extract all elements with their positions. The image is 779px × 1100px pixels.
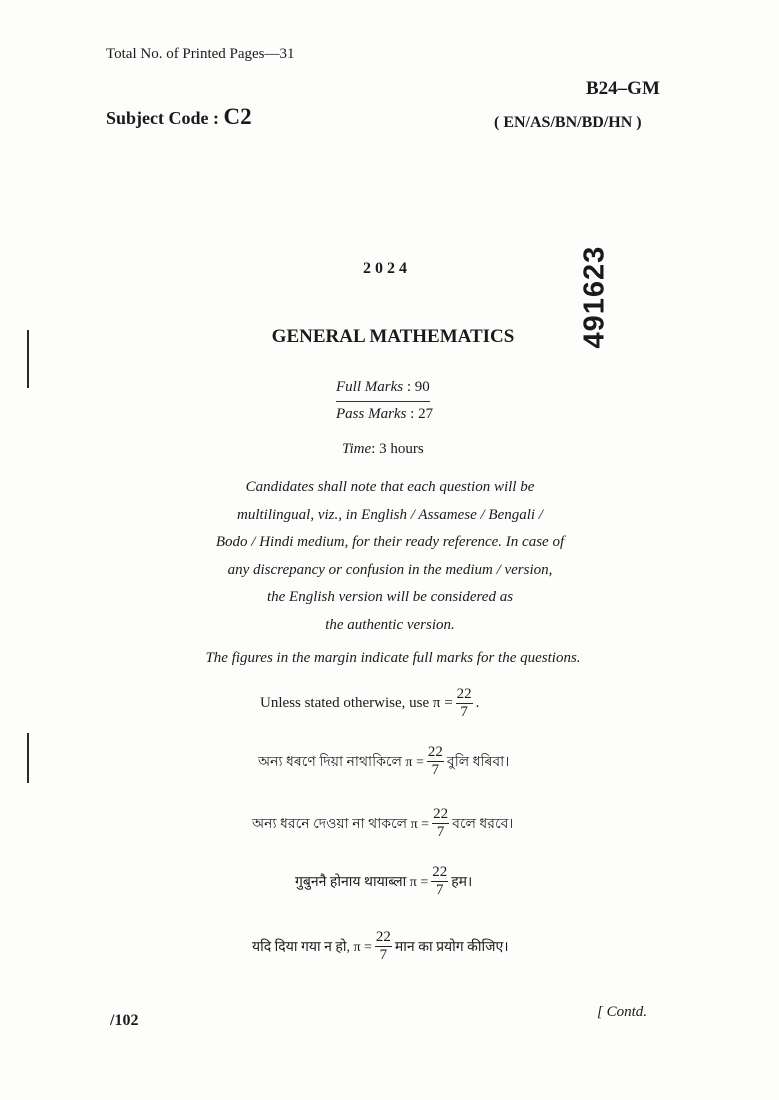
pi-instruction-hindi: यदि दिया गया न हो, π = $\frac{22}{7}$ मान का प्रयोग कीजिए। (252, 929, 509, 963)
subject-code-value: C2 (223, 104, 252, 129)
note-line: the English version will be considered as (266, 589, 514, 605)
pi-instruction-assamese: অন্য ধৰণে দিয়া নাথাকিলে π = $\frac{22}{7}$ বুলি ধৰিবা। (258, 744, 510, 778)
note-line: the authentic version. (325, 616, 455, 633)
full-marks: Full Marks : 90 (336, 375, 430, 402)
pass-marks: Pass Marks : 27 (336, 406, 434, 422)
note-line: Candidates shall note that each question will be (245, 479, 535, 495)
pi-fraction: $\frac{22}{7}$ (427, 744, 443, 778)
subject-code (106, 104, 252, 130)
pi-fraction: $\frac{22}{7}$ (456, 686, 472, 720)
pi-instruction-bodo: गुबुननै होनाय थायाब्ला π = $\frac{22}{7}$ हम। (295, 864, 473, 898)
pi-instruction-bengali: অন্য ধরনে দেওয়া না থাকলে π = $\frac{22}{7}$ বলে ধরবে। (252, 806, 514, 840)
medium-codes: ( EN/AS/BN/BD/HN ) (494, 114, 642, 131)
note-line: Bodo / Hindi medium, for their ready reference. In case of (215, 534, 565, 550)
pi-fraction: $\frac{22}{7}$ (433, 806, 449, 840)
pi-fraction: $\frac{22}{7}$ (432, 864, 448, 898)
figures-note: The figures in the margin indicate full marks for the questions. (205, 650, 581, 666)
serial-number: 491623 (578, 245, 611, 349)
note-line: multilingual, viz., in English / Assamese / Bengali / (237, 506, 543, 523)
multilingual-note (140, 474, 640, 639)
time-allowed: Time: 3 hours (342, 441, 424, 457)
continued-marker: [ Contd. (597, 1004, 648, 1020)
footer-page-code: /102 (110, 1012, 139, 1029)
paper-title: GENERAL MATHEMATICS (271, 326, 515, 347)
exam-year: 2024 (363, 260, 411, 277)
total-printed-pages: Total No. of Printed Pages—31 (106, 46, 295, 62)
note-line: any discrepancy or confusion in the medium / version, (227, 561, 553, 578)
pi-instruction-english: Unless stated otherwise, use π = $\frac{22}{7}$ . (260, 686, 480, 720)
margin-mark-bottom (27, 733, 29, 783)
pi-fraction: $\frac{22}{7}$ (375, 929, 391, 963)
paper-code: B24–GM (586, 78, 660, 99)
subject-code-label: Subject Code : (106, 108, 219, 128)
marks-block (336, 375, 433, 427)
